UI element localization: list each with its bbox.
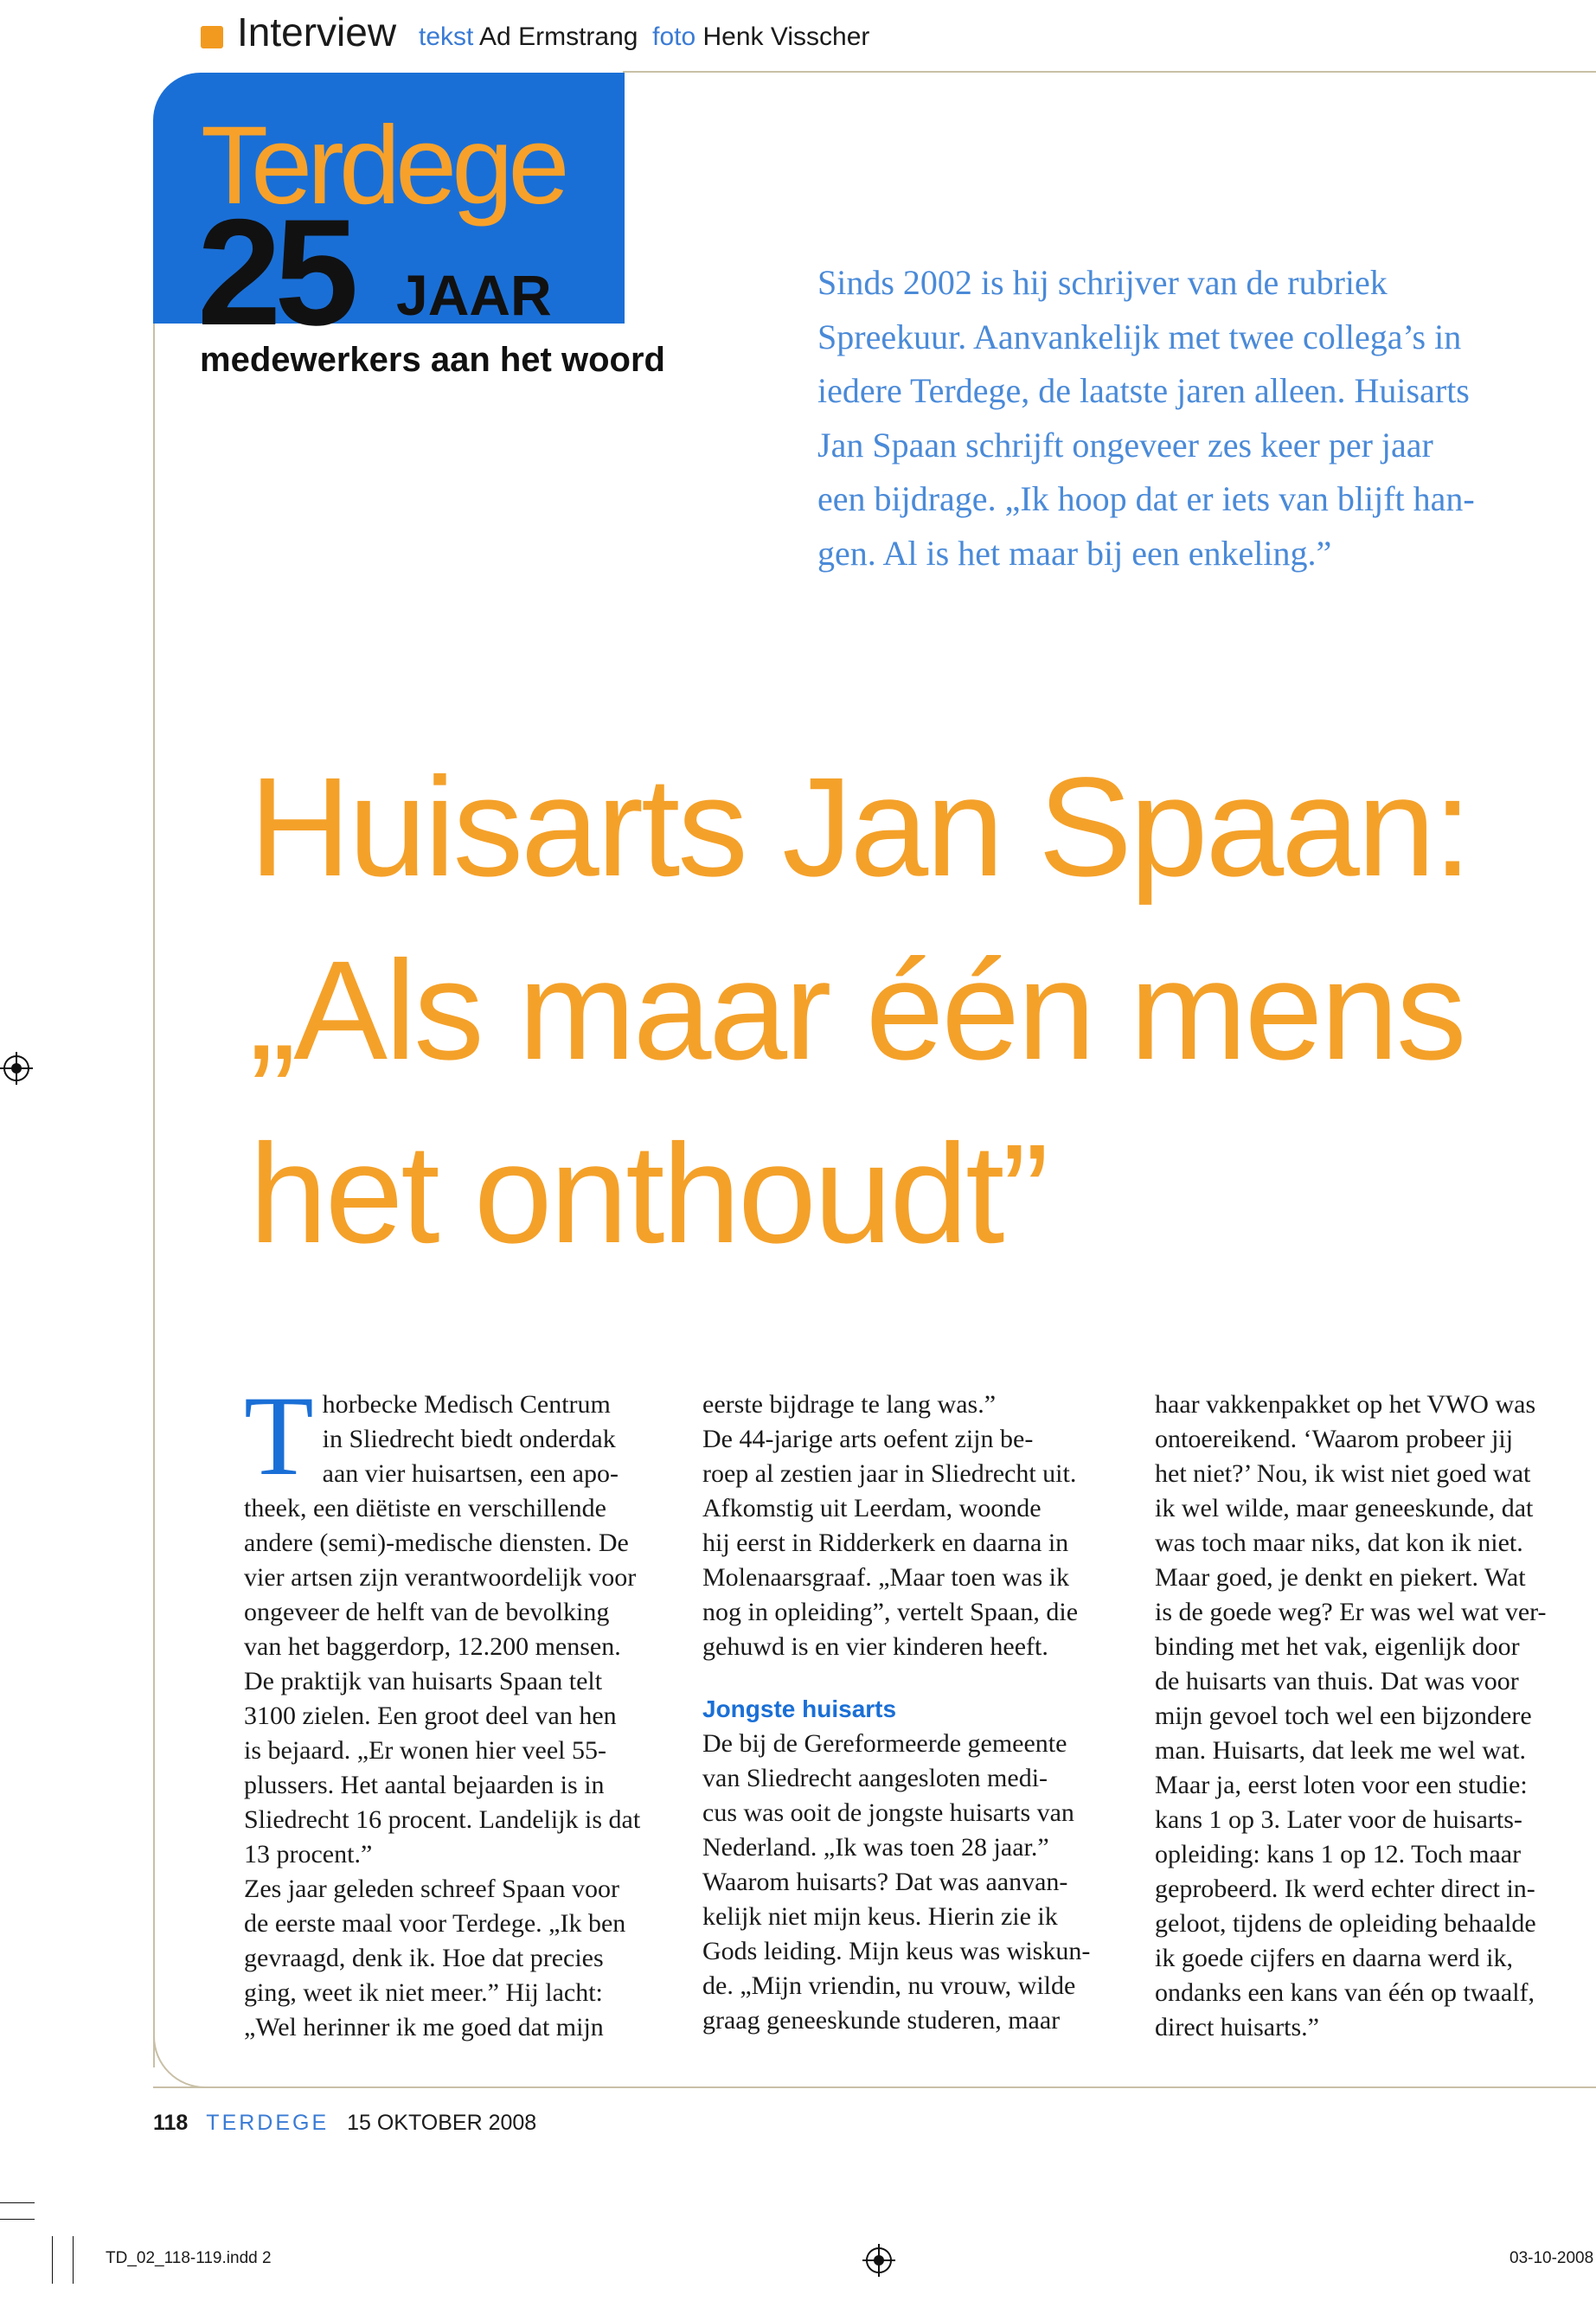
body-line: Molenaarsgraaf. „Maar toen was ik [702, 1563, 1069, 1592]
body-line: ging, weet ik niet meer.” Hij lacht: [244, 1978, 603, 2007]
body-line: kans 1 op 3. Later voor de huisarts- [1155, 1805, 1522, 1834]
body-line: is bejaard. „Er wonen hier veel 55- [244, 1736, 606, 1765]
subheading: Jongste huisarts [702, 1695, 897, 1722]
crop-mark [52, 2236, 53, 2284]
body-line: Nederland. „Ik was toen 28 jaar.” [702, 1833, 1049, 1862]
frame-bottom-rule [153, 2086, 1596, 2088]
body-line: Maar goed, je denkt en piekert. Wat [1155, 1563, 1526, 1592]
body-line: geprobeerd. Ik werd echter direct in- [1155, 1875, 1535, 1903]
body-line: roep al zestien jaar in Sliedrecht uit. [702, 1459, 1077, 1488]
body-line: was toch maar niks, dat kon ik niet. [1155, 1529, 1523, 1557]
body-line: ongeveer de helft van de bevolking [244, 1598, 610, 1626]
frame-left-rule [153, 121, 155, 2067]
logo-subtitle: medewerkers aan het woord [200, 341, 665, 379]
registration-mark-icon [866, 2247, 892, 2273]
body-line: van het baggerdorp, 12.200 mensen. [244, 1632, 621, 1661]
body-line: horbecke Medisch Centrum [322, 1390, 611, 1419]
author: Ad Ermstrang [479, 22, 638, 51]
body-line: Waarom huisarts? Dat was aanvan- [702, 1868, 1068, 1896]
headline-line: het onthoudt” [249, 1114, 1047, 1272]
intro-paragraph [817, 256, 1553, 580]
body-line: plussers. Het aantal bejaarden is in [244, 1771, 605, 1799]
body-line: binding met het vak, eigenlijk door [1155, 1632, 1520, 1661]
body-line: de eerste maal voor Terdege. „Ik ben [244, 1909, 626, 1938]
crop-mark [0, 2202, 35, 2203]
registration-mark-icon [3, 1055, 29, 1081]
issue-date: 15 OKTOBER 2008 [347, 2111, 537, 2135]
photographer: Henk Visscher [702, 22, 870, 51]
photo-label: foto [652, 22, 696, 51]
body-line: de huisarts van thuis. Dat was voor [1155, 1667, 1519, 1695]
text-label: tekst [419, 22, 474, 51]
body-line: ontoereikend. ‘Waarom probeer jij [1155, 1425, 1514, 1453]
drop-cap: T [244, 1372, 314, 1499]
body-line: theek, een diëtiste en verschillende [244, 1494, 606, 1522]
intro-line: iedere Terdege, de laatste jaren alleen. Huisarts [817, 371, 1470, 410]
intro-line: Jan Spaan schrijft ongeveer zes keer per jaar [817, 425, 1433, 465]
body-line: hij eerst in Ridderkerk en daarna in [702, 1529, 1069, 1557]
body-line: man. Huisarts, dat leek me wel wat. [1155, 1736, 1527, 1765]
article-column-2 [702, 1388, 1135, 2038]
body-line: haar vakkenpakket op het VWO was [1155, 1390, 1536, 1419]
body-line: vier artsen zijn verantwoordelijk voor [244, 1563, 637, 1592]
body-line: 13 procent.” [244, 1840, 373, 1868]
logo-number: 25 [197, 189, 352, 357]
body-line: cus was ooit de jongste huisarts van [702, 1798, 1074, 1827]
headline [249, 735, 1470, 1285]
body-line: de. „Mijn vriendin, nu vrouw, wilde [702, 1971, 1076, 2000]
section-label: Interview [237, 10, 397, 54]
body-line: Maar ja, eerst loten voor een studie: [1155, 1771, 1528, 1799]
article-column-3 [1155, 1388, 1587, 2045]
body-line: De praktijk van huisarts Spaan telt [244, 1667, 603, 1695]
section-marker-icon [201, 26, 223, 48]
body-line: opleiding: kans 1 op 12. Toch maar [1155, 1840, 1522, 1868]
body-line: eerste bijdrage te lang was.” [702, 1390, 997, 1419]
body-line: het niet?’ Nou, ik wist niet goed wat [1155, 1459, 1531, 1488]
body-line: direct huisarts.” [1155, 2013, 1319, 2041]
body-line: is de goede weg? Er was wel wat ver- [1155, 1598, 1547, 1626]
intro-line: Spreekuur. Aanvankelijk met twee collega’s in [817, 317, 1462, 356]
body-line: geloot, tijdens de opleiding behaalde [1155, 1909, 1536, 1938]
headline-line: Huisarts Jan Spaan: [249, 747, 1470, 906]
body-line: „Wel herinner ik me goed dat mijn [244, 2013, 604, 2041]
body-line: Zes jaar geleden schreef Spaan voor [244, 1875, 619, 1903]
body-line: Gods leiding. Mijn keus was wiskun- [702, 1937, 1091, 1965]
body-line: kelijk niet mijn keus. Hierin zie ik [702, 1902, 1058, 1931]
body-line: ik goede cijfers en daarna werd ik, [1155, 1944, 1513, 1972]
body-line: aan vier huisartsen, een apo- [322, 1459, 619, 1488]
body-line: ik wel wilde, maar geneeskunde, dat [1155, 1494, 1534, 1522]
logo-brand: Terdege [201, 104, 565, 228]
intro-line: gen. Al is het maar bij een enkeling.” [817, 533, 1332, 573]
body-line: andere (semi)-medische diensten. De [244, 1529, 629, 1557]
page-number: 118 [153, 2111, 189, 2135]
logo-unit: JAAR [396, 263, 552, 327]
body-line: ondanks een kans van één op twaalf, [1155, 1978, 1535, 2007]
page-footer [153, 2111, 536, 2136]
intro-line: een bijdrage. „Ik hoop dat er iets van blijft han- [817, 479, 1475, 518]
crop-mark [73, 2236, 74, 2284]
body-line: nog in opleiding”, vertelt Spaan, die [702, 1598, 1079, 1626]
body-line: 3100 zielen. Een groot deel van hen [244, 1702, 617, 1730]
frame-top-rule [623, 71, 1596, 73]
credits [419, 22, 869, 52]
slug-date: 03-10-2008 [1509, 2249, 1594, 2267]
slug-filename: TD_02_118-119.indd 2 [106, 2249, 272, 2267]
body-line: mijn gevoel toch wel een bijzondere [1155, 1702, 1532, 1730]
frame-corner [153, 2033, 205, 2088]
headline-line: „Als maar één mens [249, 931, 1465, 1089]
body-line: Afkomstig uit Leerdam, woonde [702, 1494, 1042, 1522]
crop-mark [0, 2219, 35, 2220]
article-column-1 [244, 1372, 676, 2045]
body-line: De 44-jarige arts oefent zijn be- [702, 1425, 1034, 1453]
body-line: in Sliedrecht biedt onderdak [322, 1425, 616, 1453]
intro-line: Sinds 2002 is hij schrijver van de rubriek [817, 263, 1388, 302]
body-line: gevraagd, denk ik. Hoe dat precies [244, 1944, 604, 1972]
body-line: Sliedrecht 16 procent. Landelijk is dat [244, 1805, 641, 1834]
body-line: graag geneeskunde studeren, maar [702, 2006, 1061, 2035]
body-line: gehuwd is en vier kinderen heeft. [702, 1632, 1048, 1661]
magazine-name: TERDEGE [206, 2111, 330, 2135]
body-line: van Sliedrecht aangesloten medi- [702, 1764, 1048, 1792]
body-line: De bij de Gereformeerde gemeente [702, 1729, 1067, 1758]
